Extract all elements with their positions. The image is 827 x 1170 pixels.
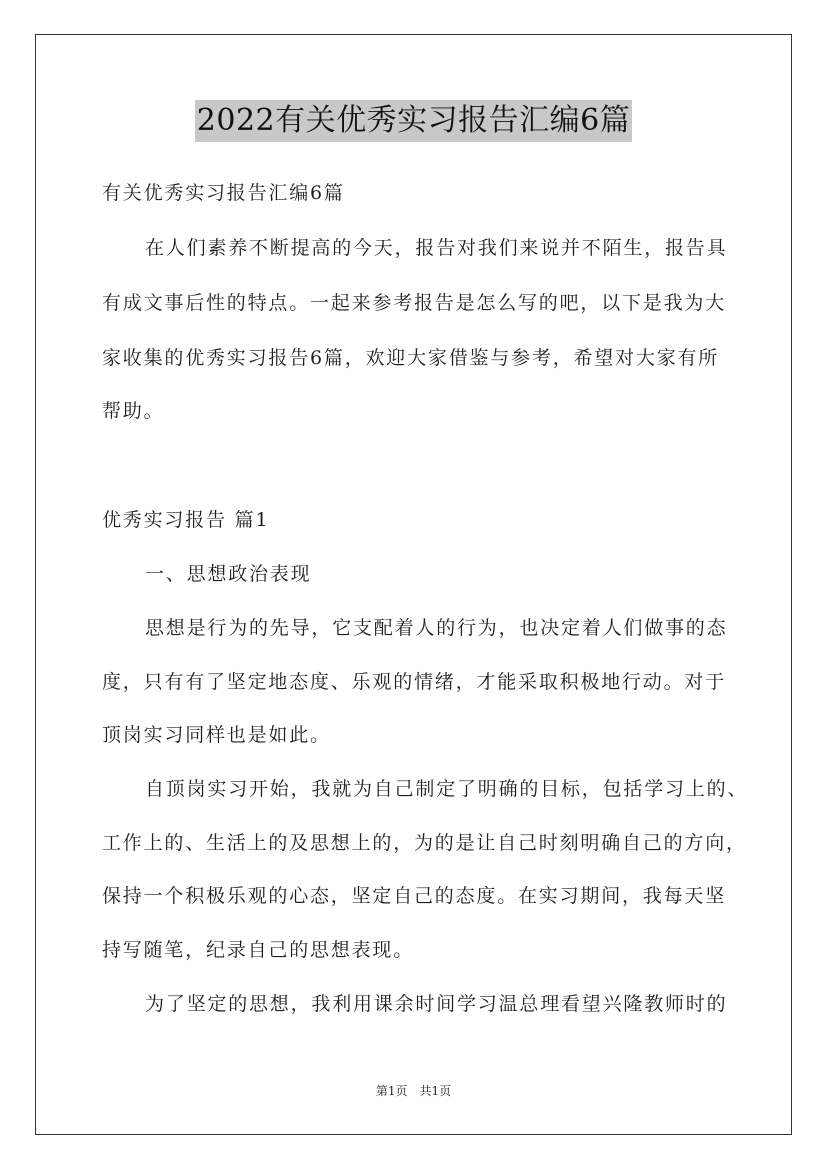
- paragraph-line: 自顶岗实习开始，我就为自己制定了明确的目标，包括学习上的、: [145, 778, 749, 800]
- paragraph-line: 思想是行为的先导，它支配着人的行为，也决定着人们做事的态: [145, 617, 728, 639]
- paragraph-line: 为了坚定的思想，我利用课余时间学习温总理看望兴隆教师时的: [145, 993, 728, 1015]
- page-total: 共1页: [419, 1084, 452, 1098]
- paragraph-line: 度，只有有了坚定地态度、乐观的情绪，才能采取积极地行动。对于: [102, 671, 727, 693]
- title-wrap: [0, 100, 827, 142]
- document-title: 2022有关优秀实习报告汇编6篇: [195, 100, 632, 142]
- page-footer: [0, 1083, 827, 1099]
- subsection-heading: 一、思想政治表现: [145, 563, 312, 585]
- document-subtitle: 有关优秀实习报告汇编6篇: [102, 182, 345, 204]
- intro-line: 帮助。: [102, 400, 165, 422]
- intro-line: 在人们素养不断提高的今天，报告对我们来说并不陌生，报告具: [145, 237, 728, 259]
- paragraph-line: 持写随笔，纪录自己的思想表现。: [102, 939, 415, 961]
- intro-line: 有成文事后性的特点。一起来参考报告是怎么写的吧，以下是我为大: [102, 292, 727, 314]
- page-number: 第1页: [375, 1084, 408, 1098]
- paragraph-line: 顶岗实习同样也是如此。: [102, 724, 331, 746]
- paragraph-line: 保持一个积极乐观的心态，坚定自己的态度。在实习期间，我每天坚: [102, 885, 727, 907]
- paragraph-line: 工作上的、生活上的及思想上的，为的是让自己时刻明确自己的方向，: [102, 832, 747, 854]
- section-heading: 优秀实习报告 篇1: [102, 509, 270, 531]
- intro-line: 家收集的优秀实习报告6篇，欢迎大家借鉴与参考，希望对大家有所: [102, 347, 720, 369]
